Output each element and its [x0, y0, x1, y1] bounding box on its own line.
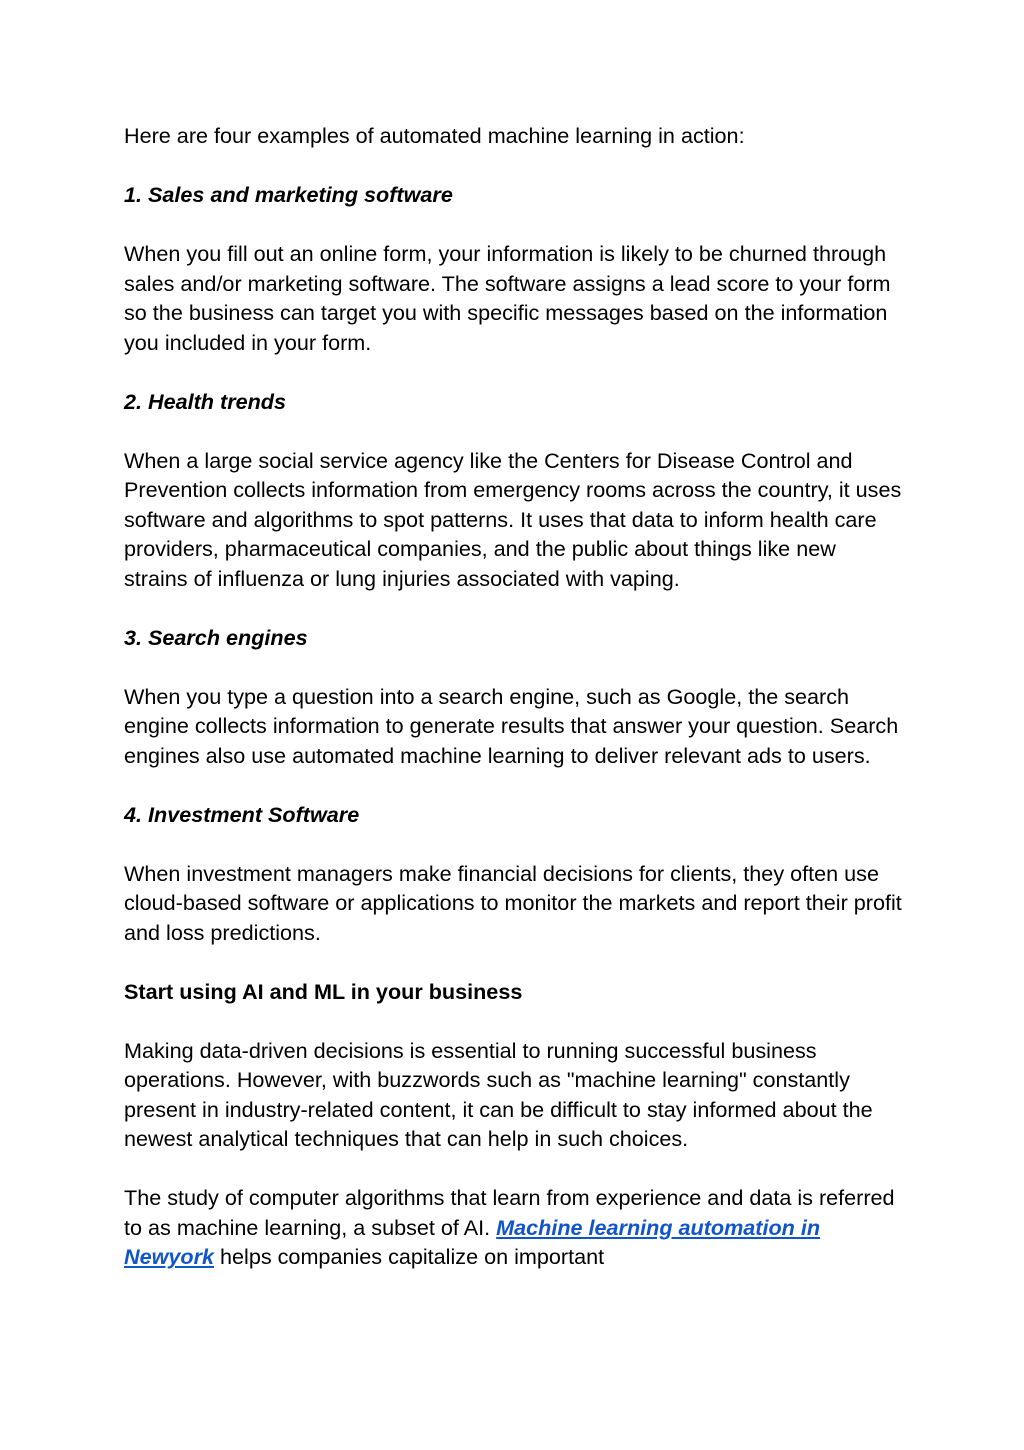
example-1-heading: 1. Sales and marketing software	[124, 182, 453, 207]
example-4-body: When investment managers make financial decisions for clients, they often use cloud-based software or applications to monitor the markets and report their profit and loss predictions.	[124, 860, 902, 945]
section-paragraph-1: Making data-driven decisions is essential to running successful business operations. However, with buzzwords such as "machine learning" constantly present in industry-related content, it can be difficult to stay informed about the newest analytical techniques that can help in such choices.	[124, 1037, 873, 1151]
paragraph-2-text-after: helps companies capitalize on important	[214, 1244, 605, 1269]
example-2-body: When a large social service agency like the Centers for Disease Control and Prevention collects information from emergency rooms across the country, it uses software and algorithms to spot patterns. It uses that data to inform health care providers, pharmaceutical companies, and the public about things like new strains of influenza or lung injuries associated with vaping.	[124, 447, 902, 591]
example-2-heading: 2. Health trends	[124, 388, 286, 414]
example-4-heading: 4. Investment Software	[124, 801, 360, 827]
example-1-body: When you fill out an online form, your information is likely to be churned through sales and/or marketing software. The software assigns a lead score to your form so the business can target you with specific messages based on the information you included in your form.	[124, 241, 891, 355]
intro-paragraph: Here are four examples of automated machine learning in action:	[124, 123, 745, 148]
section-heading: Start using AI and ML in your business	[124, 978, 523, 1004]
paragraph-2-text-before: The study of computer algorithms that learn from experience and data is referred to as machine learning, a subset of AI.	[124, 1185, 895, 1240]
section-paragraph-2	[124, 1183, 904, 1272]
example-3-heading: 3. Search engines	[124, 624, 308, 650]
ml-automation-link[interactable]: Machine learning automation in Newyork	[124, 1214, 821, 1269]
example-3-body: When you type a question into a search engine, such as Google, the search engine collects information to generate results that answer your question. Search engines also use automated machine learning to deliver relevant ads to users.	[124, 683, 899, 768]
